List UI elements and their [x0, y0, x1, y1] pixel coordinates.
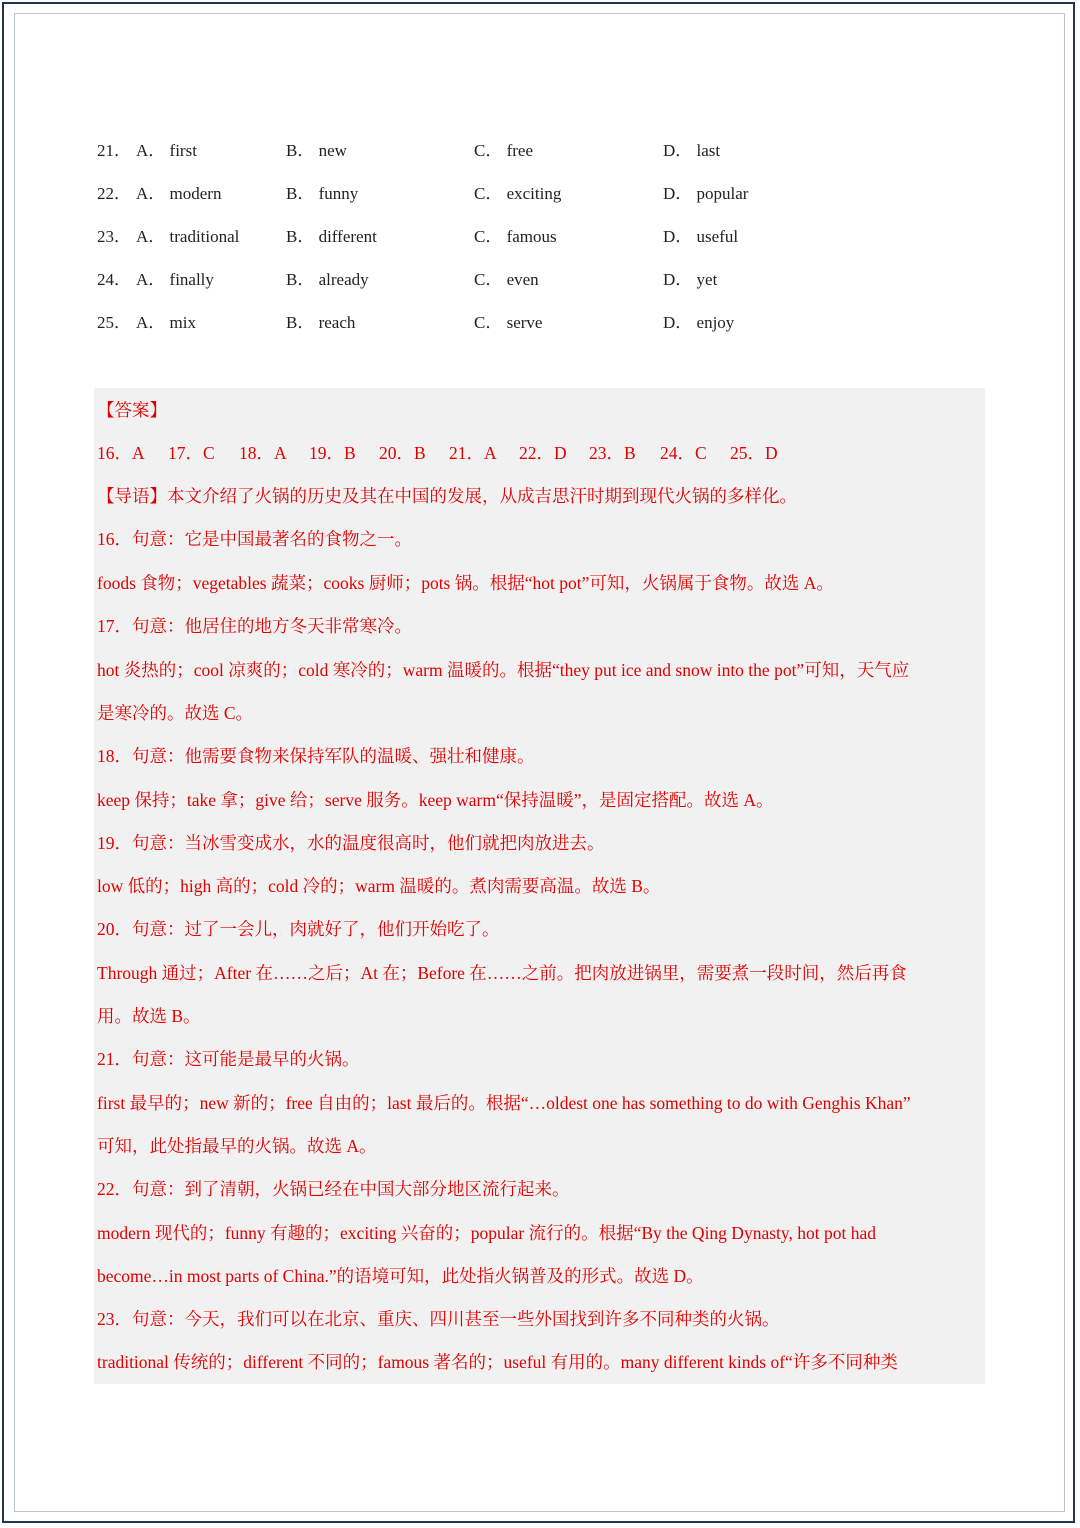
explanation-line: Through 通过；After 在……之后；At 在；Before 在……之前。把肉放进锅里，需要煮一段时间，然后再食 — [97, 963, 907, 983]
option-b: B． different — [286, 227, 377, 246]
option-b: B． funny — [286, 184, 359, 203]
explanation-line: 可知，此处指最早的火锅。故选 A。 — [97, 1136, 377, 1156]
answer-key-item: 22．D — [519, 443, 567, 463]
explanation-line: hot 炎热的；cool 凉爽的；cold 寒冷的；warm 温暖的。根据“they put ice and snow into the pot”可知，天气应 — [97, 660, 910, 680]
option-a: A． finally — [136, 270, 214, 289]
question-number: 25． — [97, 313, 131, 332]
explanation-line: 20．句意：过了一会儿，肉就好了，他们开始吃了。 — [97, 919, 500, 939]
option-d: D． popular — [663, 184, 749, 203]
option-d: D． enjoy — [663, 313, 735, 332]
question-number: 21． — [97, 141, 131, 160]
option-c: C． famous — [474, 227, 557, 246]
explanation-line: 19．句意：当冰雪变成水，水的温度很高时，他们就把肉放进去。 — [97, 833, 605, 853]
explanation-line: low 低的；high 高的；cold 冷的；warm 温暖的。煮肉需要高温。故选 B。 — [97, 876, 661, 896]
answer-key-item: 18．A — [239, 443, 287, 463]
explanation-line: first 最早的；new 新的；free 自由的；last 最后的。根据“…oldest one has something to do with Genghis Khan” — [97, 1093, 911, 1113]
option-a: A． mix — [136, 313, 196, 332]
question-number: 22． — [97, 184, 131, 203]
answer-key-item: 25．D — [730, 443, 778, 463]
question-number: 23． — [97, 227, 131, 246]
question-row — [0, 222, 1000, 252]
option-b: B． already — [286, 270, 369, 289]
option-a: A． traditional — [136, 227, 240, 246]
explanation-line: keep 保持；take 拿；give 给；serve 服务。keep warm“保持温暖”，是固定搭配。故选 A。 — [97, 790, 774, 810]
answer-key-item: 19．B — [309, 443, 356, 463]
option-b: B． new — [286, 141, 347, 160]
question-row — [0, 265, 1000, 295]
explanation-line: 18．句意：他需要食物来保持军队的温暖、强壮和健康。 — [97, 746, 535, 766]
explanation-line: 22．句意：到了清朝，火锅已经在中国大部分地区流行起来。 — [97, 1179, 570, 1199]
option-c: C． exciting — [474, 184, 562, 203]
explanation-line: become…in most parts of China.”的语境可知，此处指火锅普及的形式。故选 D。 — [97, 1266, 704, 1286]
question-row — [0, 179, 1000, 209]
explanation-line: foods 食物；vegetables 蔬菜；cooks 厨师；pots 锅。根据“hot pot”可知，火锅属于食物。故选 A。 — [97, 573, 834, 593]
option-b: B． reach — [286, 313, 356, 332]
option-d: D． useful — [663, 227, 739, 246]
option-a: A． modern — [136, 184, 222, 203]
option-d: D． yet — [663, 270, 718, 289]
answer-key-item: 16．A — [97, 443, 145, 463]
answer-key-item: 24．C — [660, 443, 707, 463]
explanation-line: 23．句意：今天，我们可以在北京、重庆、四川甚至一些外国找到许多不同种类的火锅。 — [97, 1309, 780, 1329]
answer-key-item: 21．A — [449, 443, 497, 463]
answer-key-item: 23．B — [589, 443, 636, 463]
question-row — [0, 136, 1000, 166]
explanation-line: 21．句意：这可能是最早的火锅。 — [97, 1049, 360, 1069]
option-c: C． serve — [474, 313, 543, 332]
explanation-line: 16．句意：它是中国最著名的食物之一。 — [97, 529, 412, 549]
guide-text: 【导语】本文介绍了火锅的历史及其在中国的发展，从成吉思汗时期到现代火锅的多样化。 — [97, 486, 797, 506]
explanation-line: 用。故选 B。 — [97, 1006, 201, 1026]
explanation-line: traditional 传统的；different 不同的；famous 著名的；useful 有用的。many different kinds of“许多不同种类 — [97, 1352, 898, 1372]
explanation-line: 是寒冷的。故选 C。 — [97, 703, 254, 723]
answer-key-item: 20．B — [379, 443, 426, 463]
answer-key-item: 17．C — [168, 443, 215, 463]
option-c: C． even — [474, 270, 539, 289]
option-d: D． last — [663, 141, 721, 160]
option-a: A． first — [136, 141, 197, 160]
option-c: C． free — [474, 141, 534, 160]
explanation-line: 17．句意：他居住的地方冬天非常寒冷。 — [97, 616, 412, 636]
question-number: 24． — [97, 270, 131, 289]
question-row — [0, 308, 1000, 338]
explanation-line: modern 现代的；funny 有趣的；exciting 兴奋的；popular 流行的。根据“By the Qing Dynasty, hot pot had — [97, 1223, 876, 1243]
answer-heading: 【答案】 — [97, 400, 167, 420]
